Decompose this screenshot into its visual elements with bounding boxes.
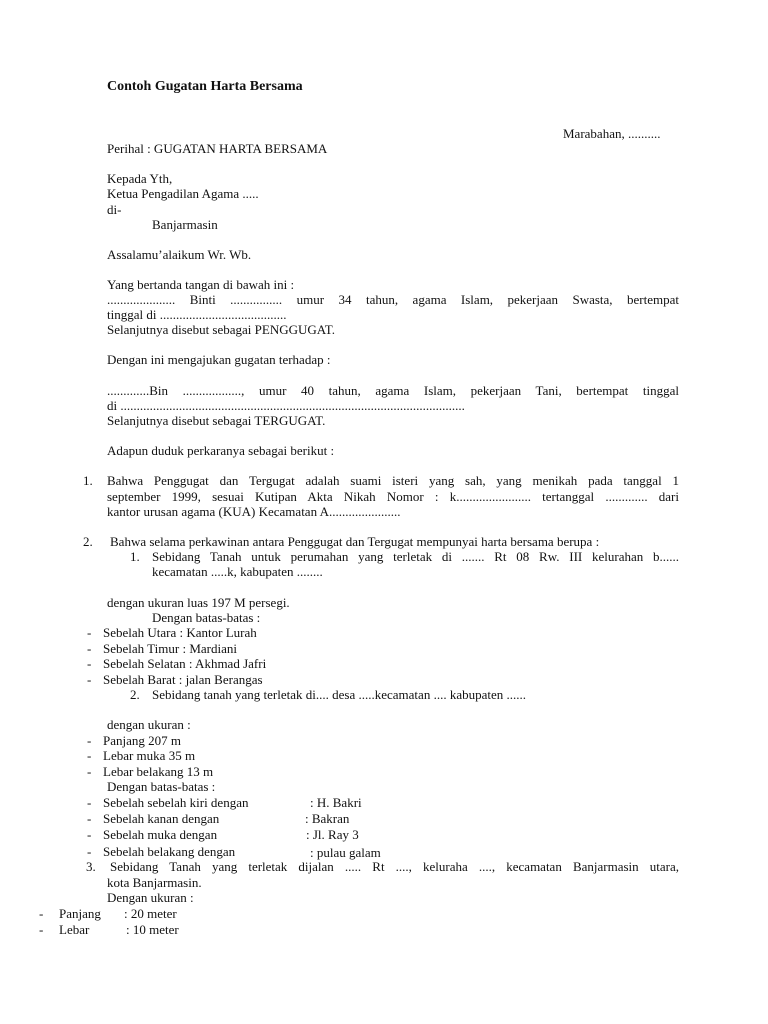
point-number: 1. — [83, 473, 93, 488]
list-dash: - — [87, 656, 92, 671]
asset-1-bounds-label: Dengan batas-batas : — [152, 610, 261, 625]
plaintiff-address: tinggal di ....................................... — [107, 307, 287, 322]
asset-2-size-label: dengan ukuran : — [107, 717, 191, 732]
size-label: Panjang — [59, 906, 101, 921]
case-intro: Adapun duduk perkaranya sebagai berikut : — [107, 443, 335, 458]
point-2-text: Bahwa selama perkawinan antara Penggugat dan Tergugat mempunyai harta bersama berupa : — [110, 534, 600, 549]
asset-number: 3. — [86, 859, 96, 874]
boundary-item: Sebelah Barat : jalan Berangas — [103, 672, 263, 687]
list-dash: - — [87, 748, 92, 763]
boundary-label: Sebelah belakang dengan — [103, 844, 236, 859]
size-value: : 10 meter — [126, 922, 179, 937]
addressee-line: Ketua Pengadilan Agama ..... — [107, 186, 259, 201]
list-dash: - — [87, 811, 92, 826]
place-date: Marabahan, .......... — [563, 126, 661, 141]
boundary-label: Sebelah kanan dengan — [103, 811, 220, 826]
defendant-identity: .............Bin .................., umur 40 tahun, agama Islam, pekerjaan Tani, bertempat tinggal — [107, 383, 679, 398]
boundary-item: Sebelah Timur : Mardiani — [103, 641, 237, 656]
asset-3-location: Sebidang Tanah yang terletak dijalan ..... Rt ...., keluraha ...., kecamatan Banjarmasin utara, — [110, 859, 679, 874]
plaintiff-identity: ..................... Binti ................ umur 34 tahun, agama Islam, pekerjaan Swasta, bertempat — [107, 292, 679, 307]
boundary-label: Sebelah muka dengan — [103, 827, 218, 842]
addressee-city: Banjarmasin — [152, 217, 218, 232]
size-item: Lebar muka 35 m — [103, 748, 196, 763]
size-item: Panjang 207 m — [103, 733, 181, 748]
boundary-item: Sebelah Utara : Kantor Lurah — [103, 625, 257, 640]
asset-3-location: kota Banjarmasin. — [107, 875, 202, 890]
boundary-value: : pulau galam — [310, 845, 381, 860]
boundary-value: : Bakran — [305, 811, 350, 826]
boundary-value: : Jl. Ray 3 — [306, 827, 359, 842]
asset-1-size: dengan ukuran luas 197 M persegi. — [107, 595, 290, 610]
boundary-value: : H. Bakri — [310, 795, 362, 810]
list-dash: - — [87, 625, 92, 640]
list-dash: - — [87, 844, 92, 859]
asset-1-location: kecamatan .....k, kabupaten ........ — [152, 564, 323, 579]
addressee-line: Kepada Yth, — [107, 171, 173, 186]
size-value: : 20 meter — [124, 906, 177, 921]
size-label: Lebar — [59, 922, 90, 937]
asset-1-location: Sebidang Tanah untuk perumahan yang terletak di ....... Rt 08 Rw. III kelurahan b...... — [152, 549, 679, 564]
boundary-item: Sebelah Selatan : Akhmad Jafri — [103, 656, 267, 671]
asset-2-bounds-label: Dengan batas-batas : — [107, 779, 216, 794]
list-dash: - — [87, 795, 92, 810]
defendant-reference: Selanjutnya disebut sebagai TERGUGAT. — [107, 413, 326, 428]
list-dash: - — [87, 827, 92, 842]
point-number: 2. — [83, 534, 93, 549]
plaintiff-reference: Selanjutnya disebut sebagai PENGGUGAT. — [107, 322, 335, 337]
asset-2-location: Sebidang tanah yang terletak di.... desa .....kecamatan .... kabupaten ...... — [152, 687, 526, 702]
subject-line: Perihal : GUGATAN HARTA BERSAMA — [107, 141, 328, 156]
addressee-line: di- — [107, 202, 122, 217]
point-1-line: kantor urusan agama (KUA) Kecamatan A...................... — [107, 504, 401, 519]
document-title: Contoh Gugatan Harta Bersama — [107, 79, 303, 94]
defendant-address: di .......................................................................................................... — [107, 398, 465, 413]
list-dash: - — [39, 906, 44, 921]
list-dash: - — [39, 922, 44, 937]
list-dash: - — [87, 672, 92, 687]
asset-number: 2. — [130, 687, 140, 702]
asset-3-size-label: Dengan ukuran : — [107, 890, 194, 905]
against-text: Dengan ini mengajukan gugatan terhadap : — [107, 352, 331, 367]
point-1-line: Bahwa Penggugat dan Tergugat adalah suami isteri yang sah, yang menikah pada tanggal 1 — [107, 473, 679, 488]
asset-number: 1. — [130, 549, 140, 564]
list-dash: - — [87, 733, 92, 748]
point-1-line: september 1999, sesuai Kutipan Akta Nikah Nomor : k....................... tertanggal ............. dari — [107, 489, 679, 504]
list-dash: - — [87, 764, 92, 779]
list-dash: - — [87, 641, 92, 656]
greeting: Assalamu’alaikum Wr. Wb. — [107, 247, 252, 262]
boundary-label: Sebelah sebelah kiri dengan — [103, 795, 249, 810]
intro-text: Yang bertanda tangan di bawah ini : — [107, 277, 295, 292]
size-item: Lebar belakang 13 m — [103, 764, 214, 779]
